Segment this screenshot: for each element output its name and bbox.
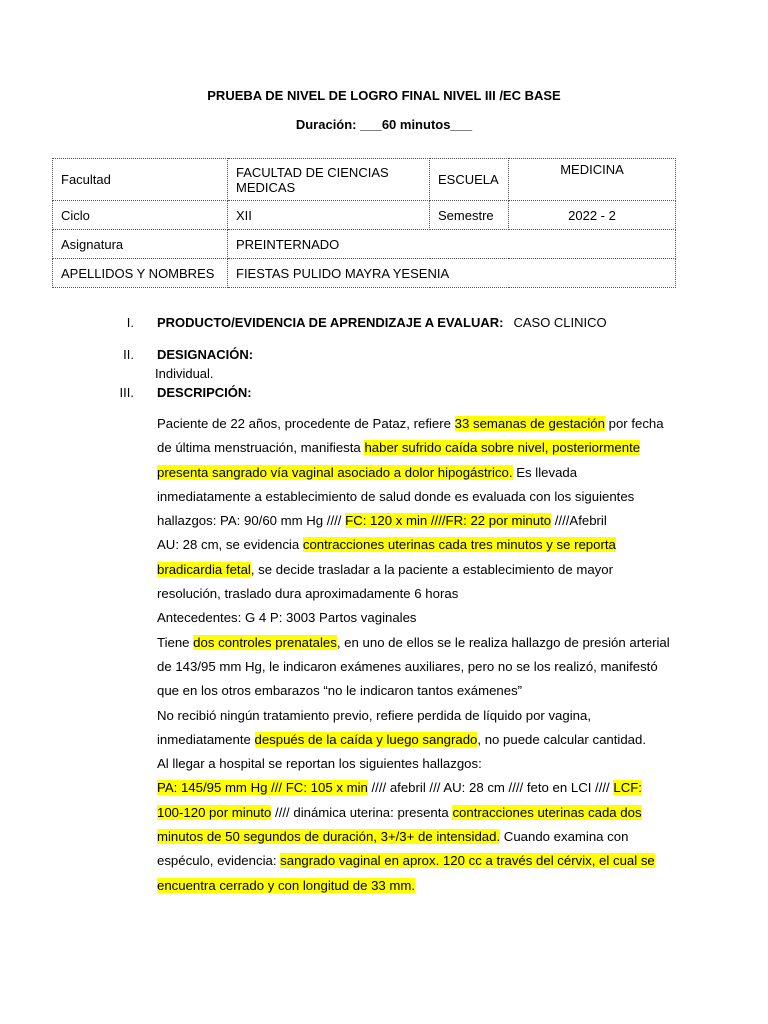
description-text: //// afebril /// AU: 28 cm //// feto en LCI //// [367, 780, 614, 796]
description-text: No recibió ningún tratamiento previo, refiere perdida de líquido por vagina, [157, 707, 591, 723]
description-text: espéculo, evidencia: [157, 853, 281, 869]
faculty-label: Facultad [53, 159, 228, 201]
student-info-table [52, 158, 676, 288]
document-title: PRUEBA DE NIVEL DE LOGRO FINAL NIVEL III /EC BASE [207, 88, 561, 103]
description-text: Paciente de 22 años, procedente de Pataz, refiere [157, 416, 455, 431]
description-text: , en uno de ellos se le realiza hallazgo de presión arterial [336, 634, 670, 650]
description-line [157, 728, 667, 752]
section-1-value: CASO CLINICO [513, 315, 607, 330]
description-line [157, 582, 667, 606]
description-line [157, 776, 667, 800]
description-text: Al llegar a hospital se reportan los siguientes hallazgos: [157, 756, 482, 772]
description-line [157, 679, 667, 703]
description-text: de 143/95 mm Hg, le indicaron exámenes auxiliares, pero no se los realizó, manifestó [157, 658, 658, 674]
highlighted-text: después de la caída y luego sangrado [254, 731, 478, 747]
names-label: APELLIDOS Y NOMBRES [53, 259, 228, 288]
description-text: por fecha [604, 416, 664, 431]
description-line [157, 631, 670, 655]
description-line [157, 752, 667, 776]
highlighted-text: sangrado vaginal en aprox. 120 cc a través del cérvix, el cual se [280, 853, 655, 869]
faculty-value [228, 159, 430, 201]
description-line [157, 558, 667, 582]
description-line [157, 704, 667, 728]
highlighted-text: encuentra cerrado y con longitud de 33 mm. [157, 877, 416, 893]
semester-label: Semestre [430, 201, 509, 230]
highlighted-text: contracciones uterinas cada tres minutos y se reporta [302, 537, 616, 553]
highlighted-text: contracciones uterinas cada dos [452, 804, 642, 820]
description-text: Cuando examina con [500, 829, 629, 845]
description-text: //// dinámica uterina: presenta [271, 804, 453, 820]
highlighted-text: minutos de 50 segundos de duración, 3+/3+ de intensidad. [157, 829, 501, 845]
description-text: AU: 28 cm, se evidencia [157, 537, 303, 553]
description-line [157, 461, 667, 485]
highlighted-text: LCF: [613, 780, 642, 796]
school-value: MEDICINA [509, 159, 676, 201]
highlighted-text: haber sufrido caída sobre nivel, posteriormente [364, 440, 641, 456]
cycle-label: Ciclo [53, 201, 228, 230]
faculty-value-line-1: FACULTAD DE CIENCIAS [236, 164, 389, 180]
faculty-value-line-2: MEDICAS [236, 179, 296, 195]
description-line [157, 533, 667, 557]
section-2-title: DESIGNACIÓN: [157, 347, 254, 362]
highlighted-text: bradicardia fetal [157, 561, 251, 577]
highlighted-text: FC: 120 x min ////FR: 22 por minuto [345, 513, 552, 529]
description-text: Antecedentes: G 4 P: 3003 Partos vaginales [157, 610, 417, 626]
section-1-title: PRODUCTO/EVIDENCIA DE APRENDIZAJE A EVALUAR: [157, 315, 504, 330]
section-3-title: DESCRIPCIÓN: [157, 385, 252, 400]
description-line [157, 801, 667, 825]
description-line [157, 874, 667, 898]
description-text: resolución, traslado dura aproximadamente 6 horas [157, 586, 459, 602]
description-line [157, 412, 667, 436]
description-line [157, 606, 667, 630]
description-line [157, 825, 667, 849]
description-text: , se decide trasladar a la paciente a establecimiento de mayor [250, 561, 613, 577]
description-line [157, 509, 667, 533]
section-1-number: I. [126, 315, 134, 330]
highlighted-text: PA: 145/95 mm Hg /// FC: 105 x min [157, 780, 368, 796]
description-line [157, 485, 667, 509]
exam-duration: Duración: ___60 minutos___ [295, 117, 473, 132]
description-text: ////Afebril [551, 513, 607, 529]
subject-value: PREINTERNADO [228, 230, 676, 259]
school-label: ESCUELA [430, 159, 509, 201]
case-description [157, 412, 670, 898]
section-2-value: Individual. [155, 366, 214, 381]
section-2-number: II. [123, 347, 134, 362]
cycle-value: XII [228, 201, 430, 230]
description-text: de última menstruación, manifiesta [157, 440, 365, 456]
description-text: Es llevada [512, 464, 578, 480]
highlighted-text: presenta sangrado vía vaginal asociado a dolor hipogástrico. [157, 464, 513, 480]
names-value: FIESTAS PULIDO MAYRA YESENIA [228, 259, 676, 288]
semester-value: 2022 - 2 [509, 201, 676, 230]
section-3-number: III. [119, 385, 134, 400]
description-text: , no puede calcular cantidad. [477, 731, 647, 747]
description-text: hallazgos: PA: 90/60 mm Hg //// [157, 513, 346, 529]
highlighted-text: 33 semanas de gestación [454, 416, 605, 431]
description-line [157, 436, 667, 460]
highlighted-text: dos controles prenatales [193, 634, 337, 650]
highlighted-text: 100-120 por minuto [157, 804, 272, 820]
description-line [157, 655, 667, 679]
subject-label: Asignatura [53, 230, 228, 259]
description-text: que en los otros embarazos “no le indicaron tantos exámenes” [157, 683, 523, 699]
description-text: inmediatamente a establecimiento de salud donde es evaluada con los siguientes [157, 488, 635, 504]
section-1-heading [157, 315, 607, 330]
description-line [157, 849, 667, 873]
description-text: Tiene [157, 634, 194, 650]
description-text: inmediatamente [157, 731, 255, 747]
